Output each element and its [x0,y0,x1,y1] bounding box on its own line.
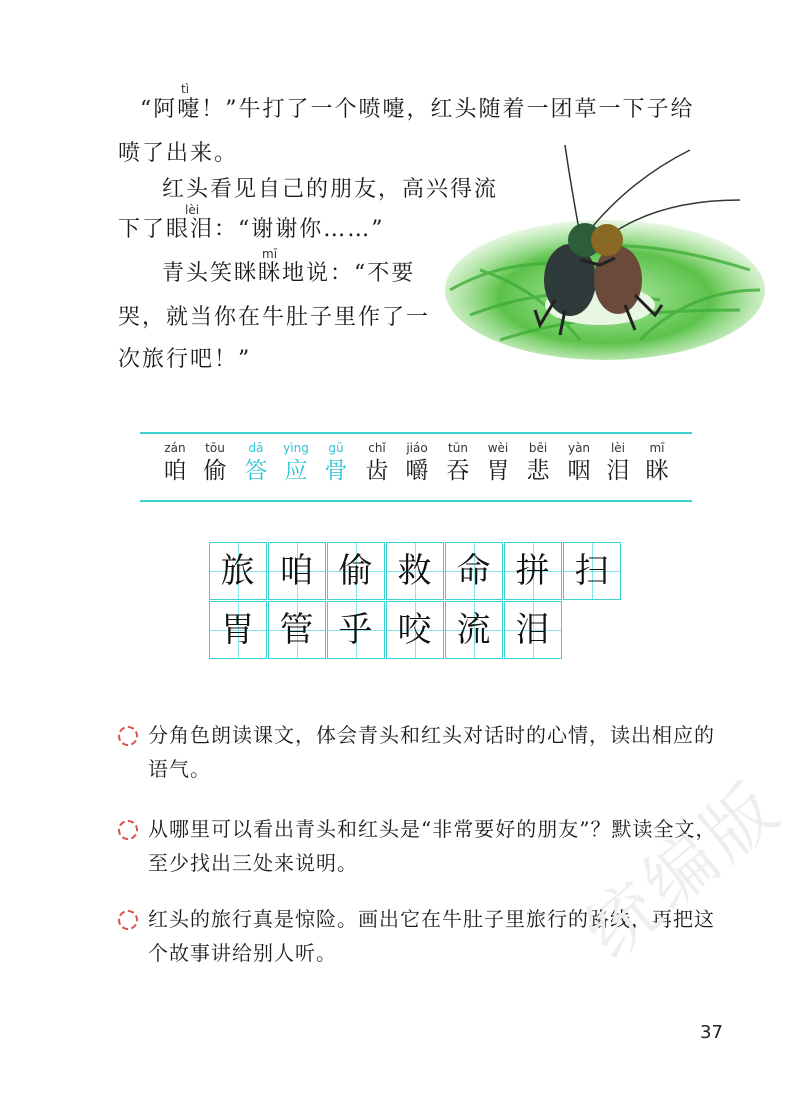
writing-cell: 救 [386,542,444,600]
writing-cell: 扫 [563,542,621,600]
pinyin-ti: tì [181,82,190,96]
exercise-3-line-2: 个故事讲给别人听。 [148,941,337,965]
vocab-item: wèi 胃 [486,441,510,484]
story-paragraph-2-line-2: 下了眼泪：“谢谢你……” [118,217,385,242]
writing-cell: 乎 [327,601,385,659]
writing-cell: 泪 [504,601,562,659]
vocab-item-highlighted: dā 答 [244,441,268,484]
vocab-item: jiáo 嚼 [405,441,429,484]
vocab-item-highlighted: gū 骨 [324,441,348,484]
exercise-bullet-icon [118,820,138,840]
vocab-item: tūn 吞 [446,441,470,484]
new-words-pinyin-band [140,432,692,502]
vocab-item-highlighted: yìng 应 [283,441,309,484]
writing-cell: 偷 [327,542,385,600]
writing-cell: 拼 [504,542,562,600]
writing-cell: 命 [445,542,503,600]
writing-cell: 胃 [209,601,267,659]
exercise-bullet-icon [118,726,138,746]
exercise-2-line-2: 至少找出三处来说明。 [148,851,358,875]
vocab-item: zán 咱 [163,441,187,484]
exercise-2-line-1: 从哪里可以看出青头和红头是“非常要好的朋友”？默读全文， [148,817,717,841]
story-paragraph-2-line-1: 红头看见自己的朋友，高兴得流 [162,177,499,202]
exercise-bullet-icon [118,910,138,930]
pinyin-mi: mī [262,247,278,261]
page-number: 37 [700,1022,723,1043]
vocab-item: lèi 泪 [606,441,630,484]
vocab-item: bēi 悲 [526,441,550,484]
writing-cell: 咱 [268,542,326,600]
writing-cell: 管 [268,601,326,659]
story-paragraph-1-line-1: “阿嚏！”牛打了一个喷嚏，红头随着一团草一下子给 [140,97,695,122]
writing-cell: 咬 [386,601,444,659]
exercise-3-line-1: 红头的旅行真是惊险。画出它在牛肚子里旅行的路线，再把这 [148,907,715,931]
story-paragraph-3-line-1: 青头笑眯眯地说：“不要 [162,261,416,286]
vocab-item: chǐ 齿 [365,441,389,484]
story-paragraph-3-line-2: 哭，就当你在牛肚子里作了一 [118,305,431,330]
vocab-item: mī 眯 [645,441,669,484]
exercise-1-line-1: 分角色朗读课文，体会青头和红头对话时的心情，读出相应的 [148,723,715,747]
pinyin-lei: lèi [185,203,200,217]
writing-cell: 旅 [209,542,267,600]
writing-cell: 流 [445,601,503,659]
story-paragraph-3-line-3: 次旅行吧！” [118,347,252,372]
watermark: 统编版 [569,764,798,975]
crickets-on-grass-illustration [440,140,770,370]
vocab-item: yàn 咽 [567,441,591,484]
exercise-1-line-2: 语气。 [148,757,211,781]
vocab-item: tōu 偷 [203,441,227,484]
story-paragraph-1-line-2: 喷了出来。 [118,141,239,166]
